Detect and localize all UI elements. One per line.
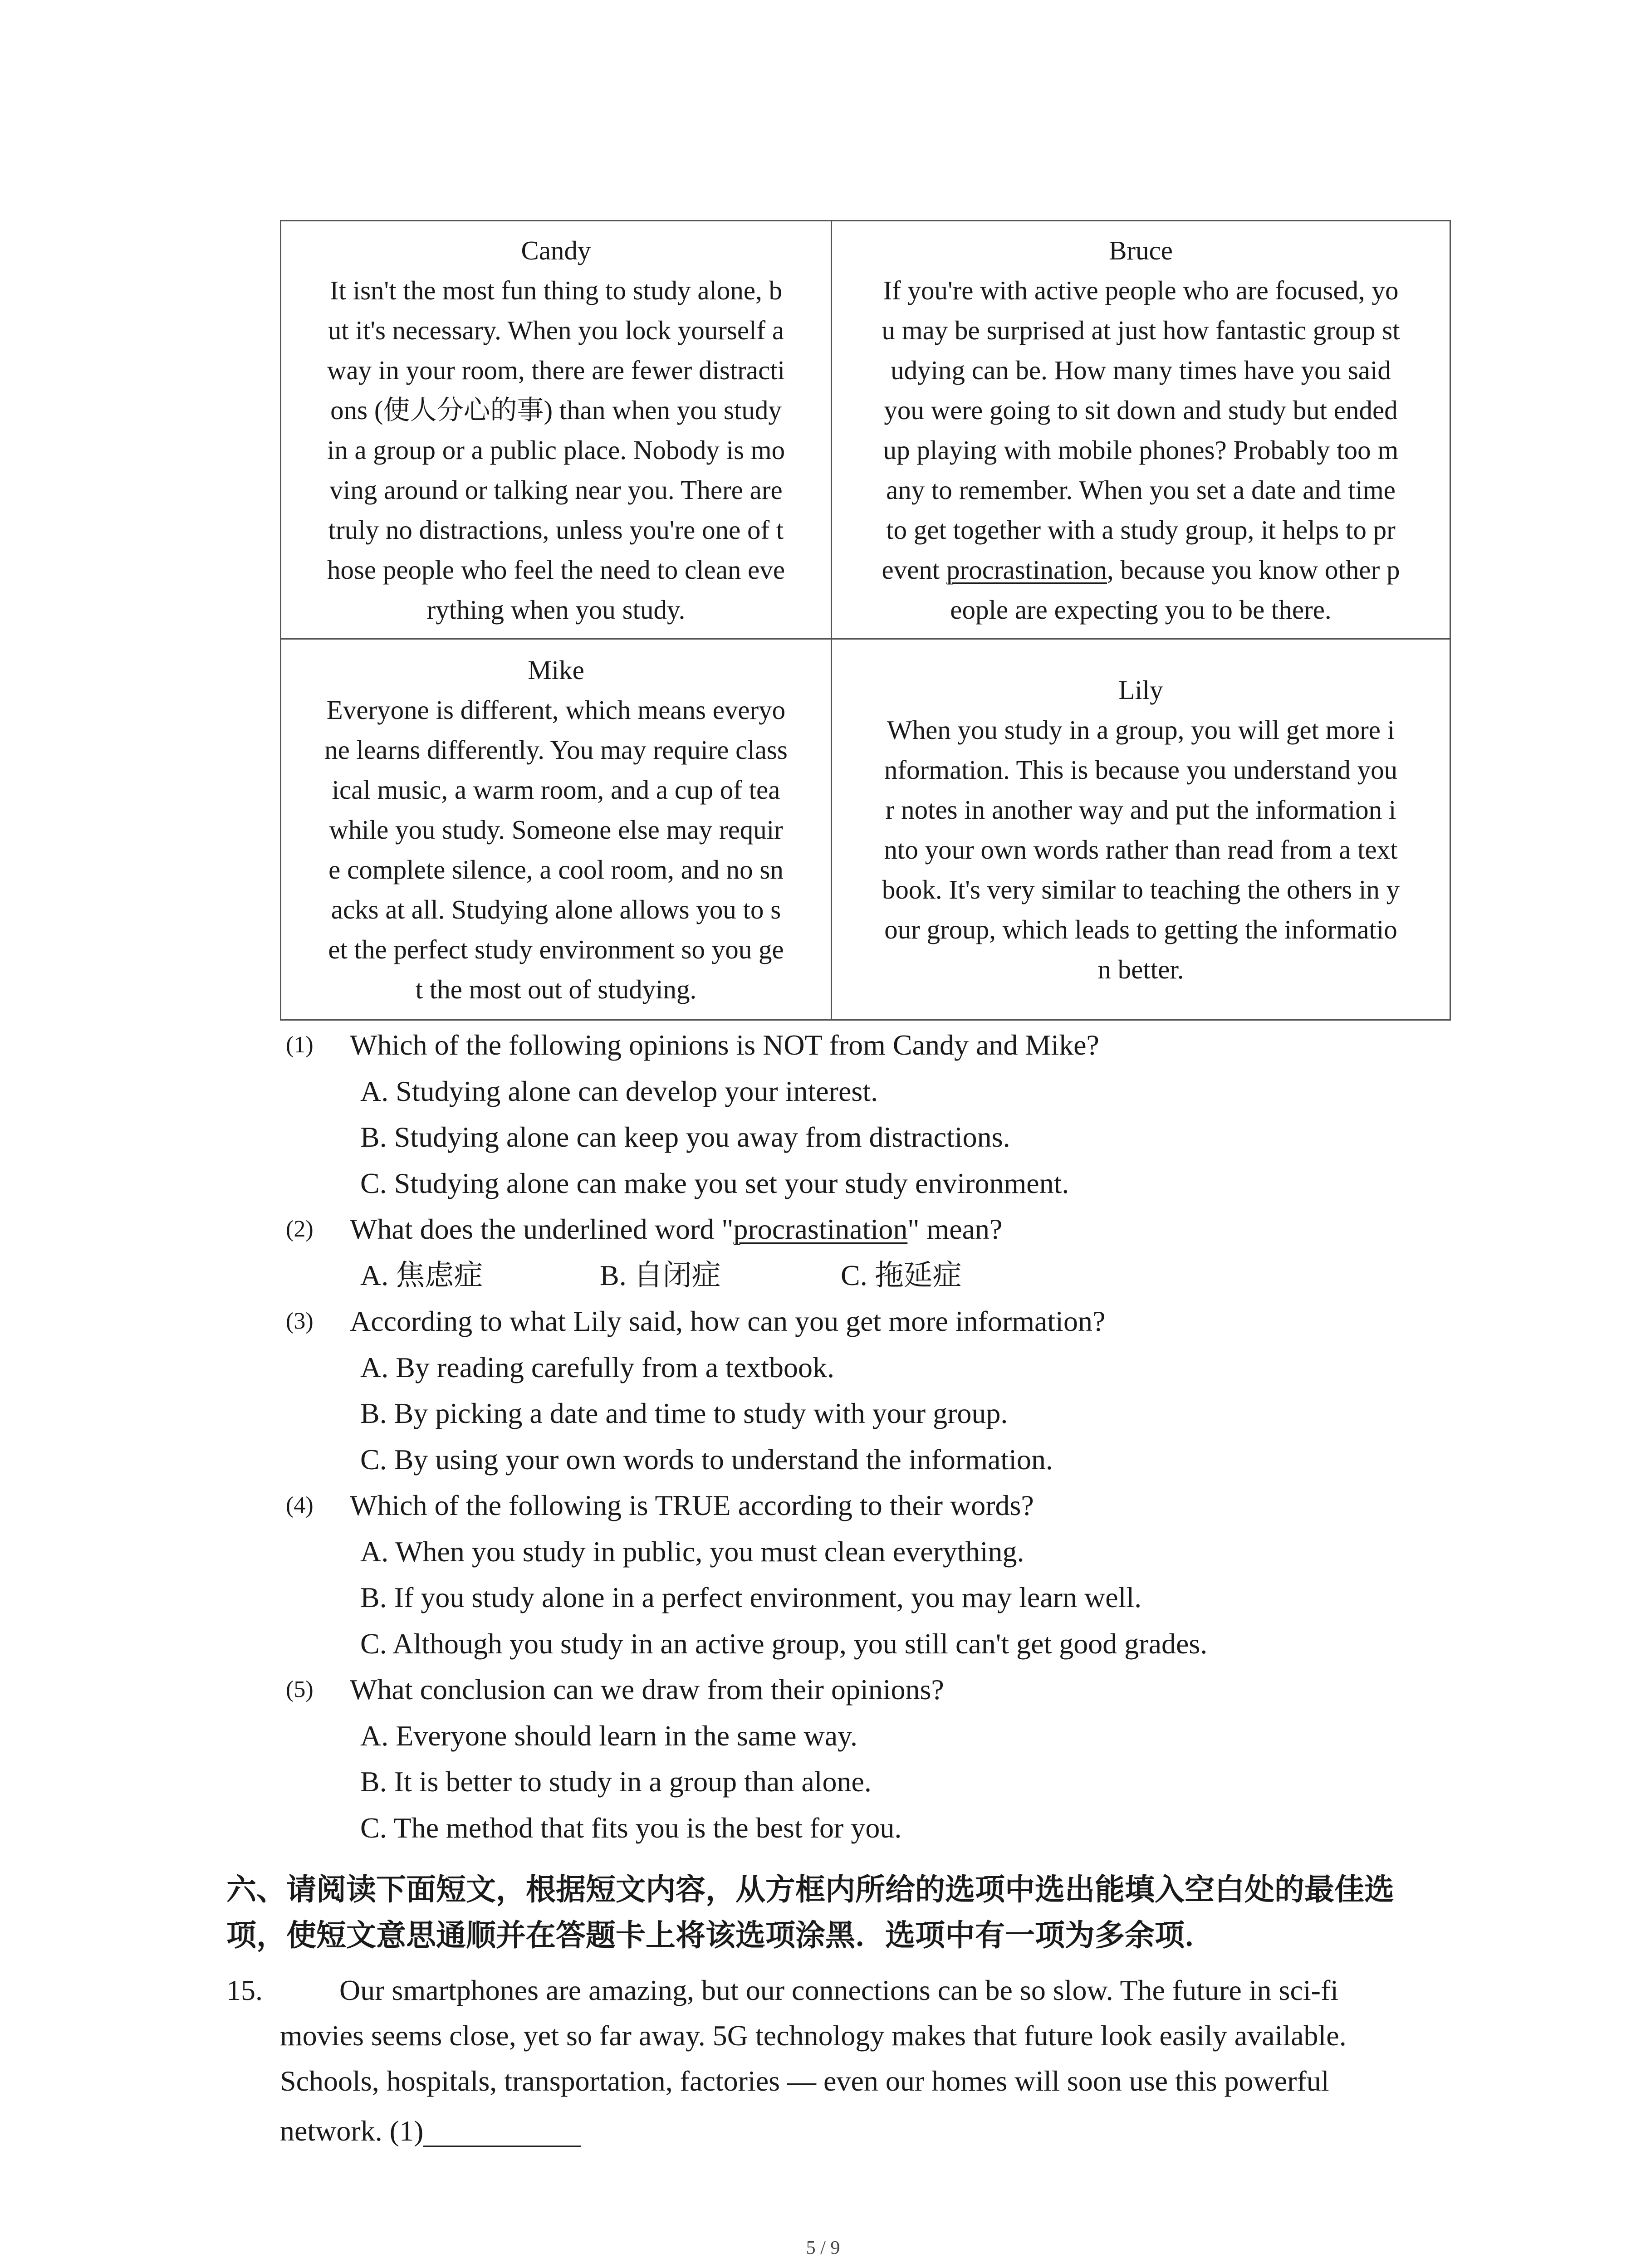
table-cell-lily <box>832 640 1450 1019</box>
cell-line: you were going to sit down and study but ended <box>884 395 1398 425</box>
passage-line <box>280 2108 1451 2154</box>
option-row <box>280 1437 1460 1483</box>
cell-line: eople are expecting you to be there. <box>950 594 1332 625</box>
option-b[interactable]: B. 自闭症 <box>600 1259 721 1291</box>
option-row <box>280 1344 1460 1391</box>
underlined-word-procrastination: procrastination <box>946 554 1107 585</box>
cell-line: nformation. This is because you understand you <box>884 754 1398 785</box>
cell-line: truly no distractions, unless you're one of t <box>328 514 784 545</box>
option-row <box>280 1713 1460 1759</box>
question-number: (2) <box>286 1216 314 1242</box>
answer-blank-1[interactable] <box>423 2145 581 2147</box>
cell-line: It isn't the most fun thing to study alone, b <box>329 275 783 305</box>
cell-line: our group, which leads to getting the informatio <box>884 914 1397 944</box>
cell-line: ne learns differently. You may require class <box>324 734 788 765</box>
passage-line: movies seems close, yet so far away. 5G technology makes that future look easily available. <box>280 2019 1347 2052</box>
cell-line: to get together with a study group, it helps to pr <box>886 514 1396 545</box>
cell-line: acks at all. Studying alone allows you to s <box>331 894 781 924</box>
question-text <box>350 1206 1002 1252</box>
cell-line: udying can be. How many times have you said <box>891 355 1391 385</box>
question-text-after: " mean? <box>907 1213 1003 1245</box>
option-c[interactable]: C. 拖延症 <box>841 1259 962 1291</box>
option-row <box>280 1390 1460 1437</box>
option-row <box>280 1252 1460 1299</box>
underlined-word-procrastination: procrastination <box>733 1213 908 1245</box>
question-list <box>280 1022 1460 1851</box>
option-row <box>280 1759 1460 1805</box>
option-b[interactable]: B. It is better to study in a group than alone. <box>360 1765 872 1798</box>
cell-line-with-underline <box>882 550 1400 590</box>
question-text: What conclusion can we draw from their opinions? <box>350 1673 944 1706</box>
option-row <box>280 1068 1460 1114</box>
option-a[interactable]: A. By reading carefully from a textbook. <box>360 1351 834 1383</box>
section-six-instructions <box>226 1867 1394 1959</box>
question-4 <box>280 1482 1460 1529</box>
table-cell-bruce <box>832 221 1450 640</box>
cell-speaker-name: Mike <box>528 655 584 685</box>
cell-line: ut it's necessary. When you lock yourself a <box>328 315 784 345</box>
cell-line: hose people who feel the need to clean eve <box>327 554 785 585</box>
cell-line: rything when you study. <box>426 594 686 625</box>
option-row <box>280 1114 1460 1160</box>
question-number: (1) <box>286 1032 314 1058</box>
option-a[interactable]: A. Studying alone can develop your interest. <box>360 1075 878 1107</box>
cell-line: Everyone is different, which means everyo <box>326 694 786 725</box>
question-text-before: What does the underlined word " <box>350 1213 734 1245</box>
cell-line: u may be surprised at just how fantastic group st <box>882 315 1400 345</box>
opinions-table <box>280 220 1451 1021</box>
question-3 <box>280 1298 1460 1344</box>
cell-line: any to remember. When you set a date and time <box>886 474 1396 505</box>
cell-line: ical music, a warm room, and a cup of tea <box>332 774 780 805</box>
option-b[interactable]: B. Studying alone can keep you away from distractions. <box>360 1121 1010 1153</box>
cell-line: When you study in a group, you will get more i <box>887 714 1395 745</box>
question-number: (3) <box>286 1308 314 1334</box>
passage-line-text: network. (1) <box>280 2115 424 2147</box>
option-a[interactable]: A. 焦虑症 <box>360 1259 483 1291</box>
cell-speaker-name: Candy <box>521 235 591 265</box>
option-a[interactable]: A. Everyone should learn in the same way. <box>360 1719 857 1752</box>
option-b[interactable]: B. By picking a date and time to study with your group. <box>360 1397 1008 1429</box>
cell-line: ons (使人分心的事) than when you study <box>330 395 782 425</box>
instruction-line: 项，使短文意思通顺并在答题卡上将该选项涂黑．选项中有一项为多余项． <box>226 1919 1215 1952</box>
question-text: According to what Lily said, how can you get more information? <box>350 1305 1106 1337</box>
cell-line: up playing with mobile phones? Probably too m <box>883 435 1399 465</box>
cell-line: If you're with active people who are focused, yo <box>883 275 1399 305</box>
cell-line: et the perfect study environment so you ge <box>328 934 784 964</box>
cell-line: r notes in another way and put the information i <box>885 794 1396 825</box>
question-number: (5) <box>286 1677 314 1702</box>
cell-line: t the most out of studying. <box>415 974 697 1004</box>
table-cell-candy <box>281 221 832 640</box>
question-1 <box>280 1022 1460 1068</box>
line-text-after: , because you know other p <box>1107 554 1400 585</box>
passage-line: Schools, hospitals, transportation, factories — even our homes will soon use this powerful <box>280 2065 1329 2097</box>
cell-line: ving around or talking near you. There are <box>329 474 783 505</box>
option-c[interactable]: C. Studying alone can make you set your study environment. <box>360 1167 1069 1199</box>
option-row <box>280 1574 1460 1621</box>
cell-line: nto your own words rather than read from a text <box>884 834 1398 865</box>
question-text: Which of the following is TRUE according to their words? <box>350 1489 1034 1521</box>
option-row <box>280 1529 1460 1575</box>
cell-speaker-name: Bruce <box>1109 235 1173 265</box>
cell-speaker-name: Lily <box>1118 675 1163 705</box>
option-row <box>280 1805 1460 1851</box>
instruction-line: 六、请阅读下面短文，根据短文内容，从方框内所给的选项中选出能填入空白处的最佳选 <box>226 1873 1394 1906</box>
option-c[interactable]: C. By using your own words to understand the information. <box>360 1443 1053 1476</box>
question-5 <box>280 1667 1460 1713</box>
option-c[interactable]: C. The method that fits you is the best for you. <box>360 1811 902 1844</box>
cell-line: in a group or a public place. Nobody is mo <box>327 435 785 465</box>
cell-line: way in your room, there are fewer distracti <box>327 355 785 385</box>
question-number: (4) <box>286 1492 314 1518</box>
option-a[interactable]: A. When you study in public, you must clean everything. <box>360 1535 1024 1568</box>
line-text-before: event <box>882 554 947 585</box>
cell-line: n better. <box>1097 954 1184 984</box>
question-text: Which of the following opinions is NOT from Candy and Mike? <box>350 1029 1099 1061</box>
question-number: 15. <box>226 1974 263 2006</box>
option-row <box>280 1160 1460 1207</box>
cell-line: while you study. Someone else may requir <box>329 814 783 845</box>
table-cell-mike <box>281 640 832 1019</box>
option-row <box>280 1621 1460 1667</box>
question-2 <box>280 1206 1460 1252</box>
cell-line: book. It's very similar to teaching the others in y <box>882 874 1400 904</box>
question-15-passage <box>226 1968 1451 2154</box>
passage-line: Our smartphones are amazing, but our connections can be so slow. The future in sci-fi <box>339 1974 1339 2006</box>
cell-line: e complete silence, a cool room, and no sn <box>328 854 784 885</box>
option-b[interactable]: B. If you study alone in a perfect environment, you may learn well. <box>360 1581 1142 1613</box>
page-indicator: 5 / 9 <box>806 2238 840 2258</box>
option-c[interactable]: C. Although you study in an active group, you still can't get good grades. <box>360 1627 1208 1660</box>
